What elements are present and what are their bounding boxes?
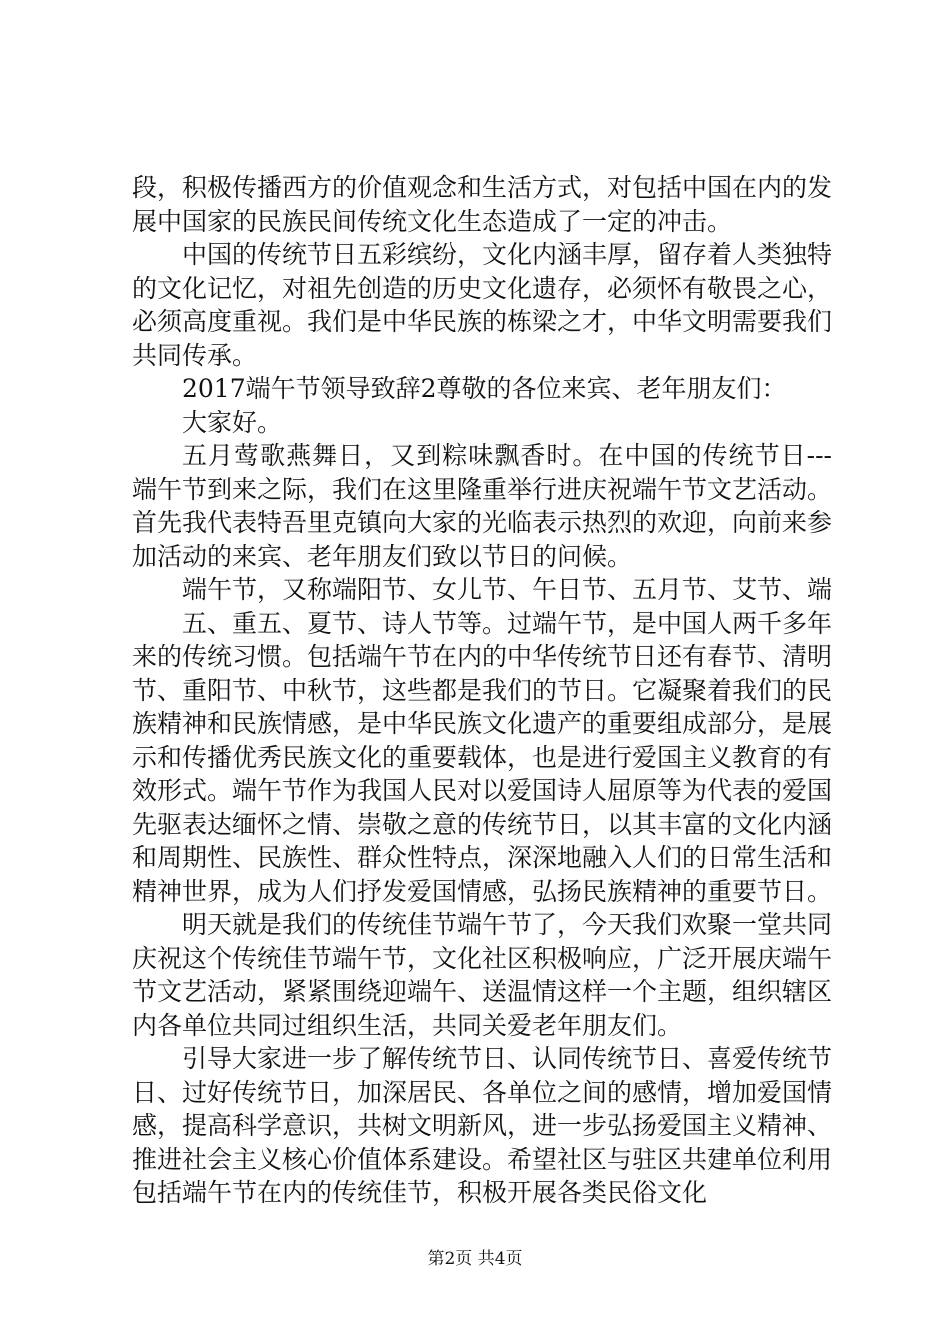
document-body: [132, 171, 832, 1210]
paragraph-1: 段，积极传播西方的价值观念和生活方式，对包括中国在内的发展中国家的民族民间传统文化生态造成了一定的冲击。: [132, 173, 833, 236]
paragraph-9: 引导大家进一步了解传统节日、认同传统节日、喜爱传统节日、过好传统节日，加深居民、各单位之间的感情，增加爱国情感，提高科学意识，共树文明新风，进一步弘扬爱国主义精神、推进社会主义核心价值体系建设。希望社区与驻区共建单位利用包括端午节在内的传统佳节，积极开展各类民俗文化: [132, 1044, 833, 1207]
paragraph-2: 中国的传统节日五彩缤纷，文化内涵丰厚，留存着人类独特的文化记忆，对祖先创造的历史文化遗存，必须怀有敬畏之心，必须高度重视。我们是中华民族的栋梁之才，中华文明需要我们共同传承。: [132, 240, 833, 370]
paragraph-5: 五月莺歌燕舞日，又到粽味飘香时。在中国的传统节日---端午节到来之际，我们在这里隆重举行进庆祝端午节文艺活动。首先我代表特吾里克镇向大家的光临表示热烈的欢迎，向前来参加活动的来宾、老年朋友们致以节日的问候。: [132, 441, 833, 571]
paragraph-3-speech-title: 2017端午节领导致辞2尊敬的各位来宾、老年朋友们：: [182, 374, 787, 403]
page-number-footer: 第2页 共4页: [427, 1249, 523, 1269]
paragraph-4-greeting: 大家好。: [182, 407, 283, 437]
paragraph-6: 端午节，又称端阳节、女儿节、午日节、五月节、艾节、端: [182, 575, 833, 604]
paragraph-7: 五、重五、夏节、诗人节等。过端午节，是中国人两千多年来的传统习惯。包括端午节在内的中华传统节日还有春节、清明节、重阳节、中秋节，这些都是我们的节日。它凝聚着我们的民族精神和民族情感，是中华民族文化遗产的重要组成部分，是展示和传播优秀民族文化的重要载体，也是进行爱国主义教育的有效形式。端午节作为我国人民对以爱国诗人屈原等为代表的爱国先驱表达缅怀之情、崇敬之意的传统节日，以其丰富的文化内涵和周期性、民族性、群众性特点，深深地融入人们的日常生活和精神世界，成为人们抒发爱国情感，弘扬民族精神的重要节日。: [132, 608, 833, 906]
paragraph-8: 明天就是我们的传统佳节端午节了，今天我们欢聚一堂共同庆祝这个传统佳节端午节，文化社区积极响应，广泛开展庆端午节文艺活动，紧紧围绕迎端午、送温情这样一个主题，组织辖区内各单位共同过组织生活，共同关爱老年朋友们。: [132, 910, 833, 1040]
